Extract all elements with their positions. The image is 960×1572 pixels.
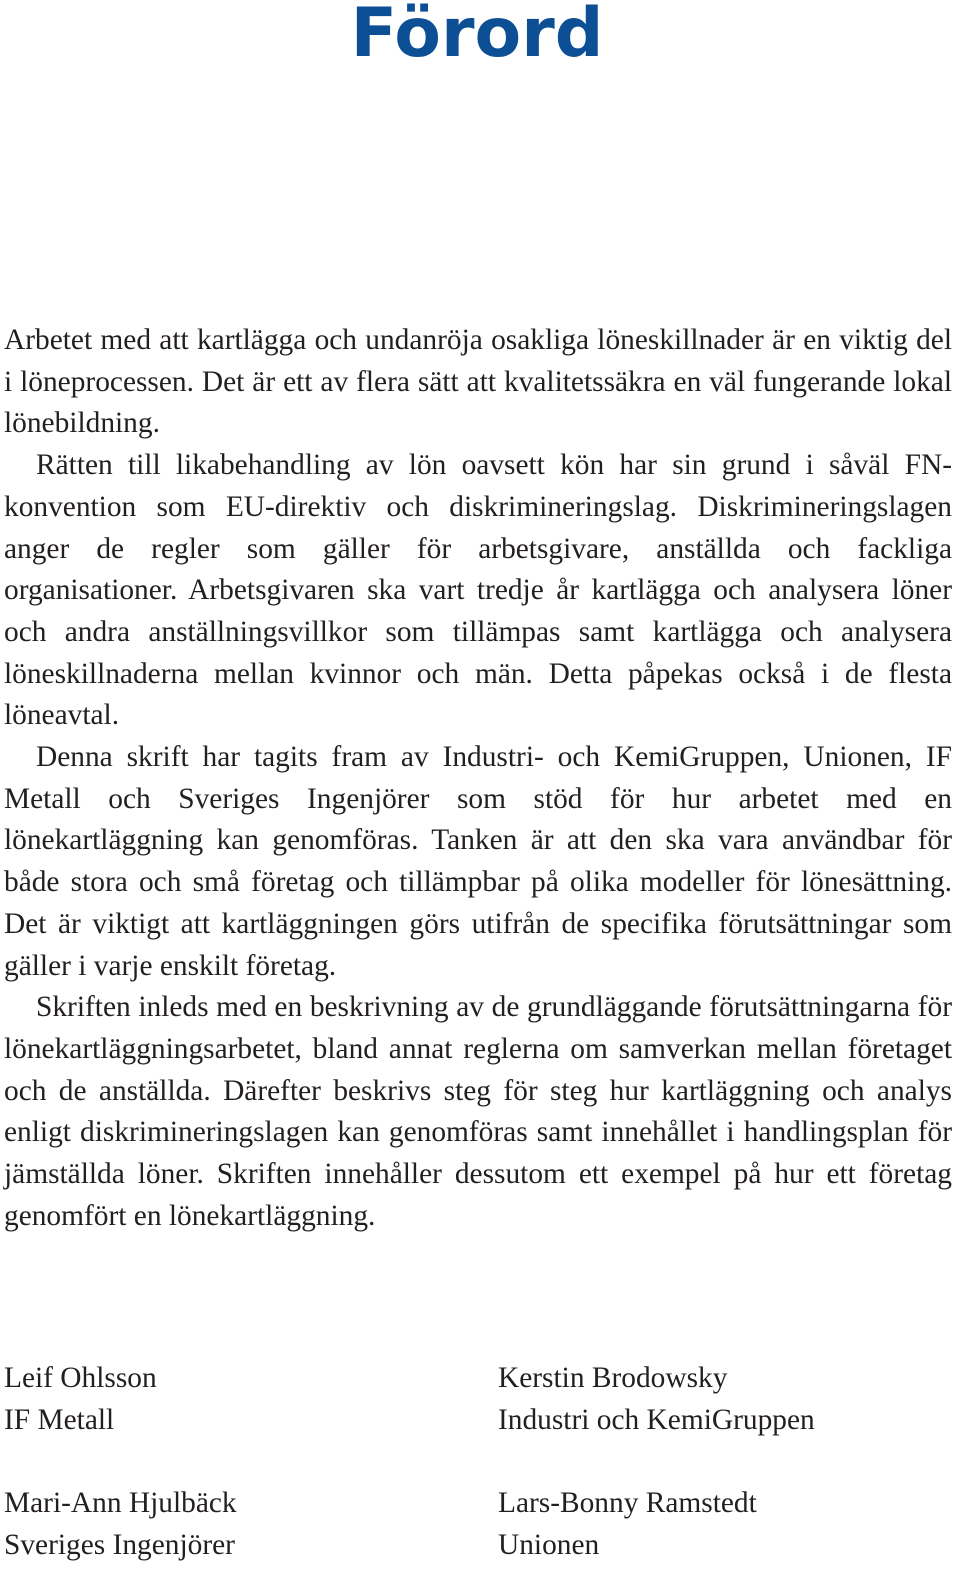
signatory-name: Leif Ohlsson bbox=[4, 1362, 157, 1394]
signatory-name: Lars-Bonny Ramstedt bbox=[498, 1487, 757, 1519]
signatory-lars-bonny-ramstedt bbox=[498, 1483, 938, 1566]
paragraph-2: Rätten till likabehandling av lön oavsett kön har sin grund i såväl FN-konvention som EU-direktiv och diskrimineringslag. Diskrimineringslagen anger de regler som gäller för arbetsgivare, anställda och fackliga organisationer. Arbetsgivaren ska vart tredje år kartlägga och analysera löner och andra anställningsvillkor som tillämpas samt kartlägga och analysera löneskillnaderna mellan kvinnor och män. Detta påpekas också i de flesta löneavtal. bbox=[4, 449, 952, 732]
paragraph-1: Arbetet med att kartlägga och undanröja osakliga löneskillnader är en viktig del i löneprocessen. Det är ett av flera sätt att kvalitetssäkra en väl fungerande lokal lönebildning. bbox=[4, 324, 952, 440]
paragraph-4: Skriften inleds med en beskrivning av de grundläggande förutsättningarna för lönekartläggningsarbetet, bland annat reglerna om samverkan mellan företaget och de anställda. Därefter beskrivs steg för steg hur kartläggning och analys enligt diskrimineringslagen kan genomföras samt innehållet i handlingsplan för jämställda löner. Skriften innehåller dessutom ett exempel på hur ett företag genomfört en lönekartläggning. bbox=[4, 991, 952, 1232]
paragraph-3: Denna skrift har tagits fram av Industri- och KemiGruppen, Unionen, IF Metall och Sveriges Ingenjörer som stöd för hur arbetet med en lönekartläggning kan genomföras. Tanken är att den ska vara användbar för både stora och små företag och tillämpbar på olika modeller för lönesättning. Det är viktigt att kartläggningen görs utifrån de specifika förutsättningar som gäller i varje enskilt företag. bbox=[4, 741, 952, 982]
signatory-mari-ann-hjulback bbox=[4, 1483, 444, 1566]
signatory-organization: Unionen bbox=[498, 1528, 600, 1561]
signatory-kerstin-brodowsky bbox=[498, 1358, 938, 1441]
signatory-organization: Industri och KemiGruppen bbox=[498, 1403, 815, 1436]
page-title: Förord bbox=[350, 0, 604, 73]
signatory-leif-ohlsson bbox=[4, 1358, 444, 1441]
signatory-organization: IF Metall bbox=[4, 1403, 115, 1436]
signatory-organization: Sveriges Ingenjörer bbox=[4, 1528, 235, 1561]
signatory-name: Mari-Ann Hjulbäck bbox=[4, 1487, 237, 1519]
foreword-body bbox=[4, 320, 952, 1237]
signatory-name: Kerstin Brodowsky bbox=[498, 1362, 728, 1394]
